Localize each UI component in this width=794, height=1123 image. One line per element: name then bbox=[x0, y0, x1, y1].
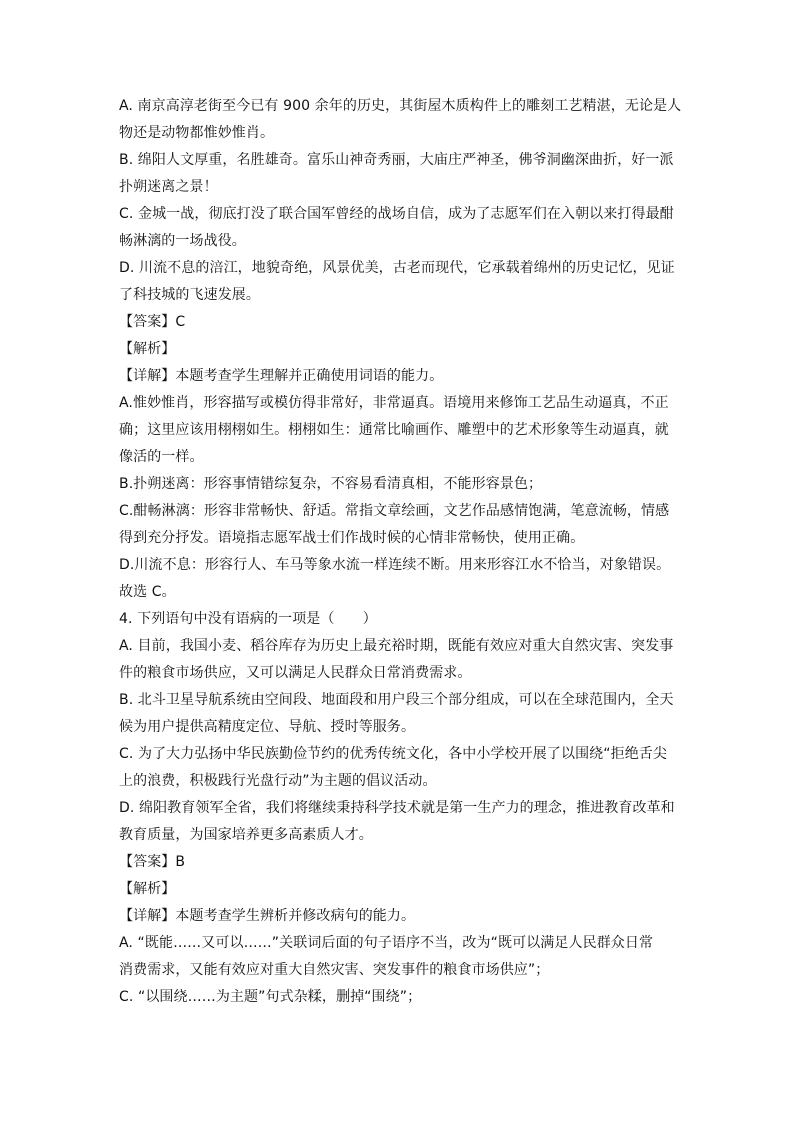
text-line: 【答案】B bbox=[119, 854, 186, 870]
text-line: 【解析】 bbox=[119, 341, 176, 357]
text-line: 故选 C。 bbox=[119, 584, 176, 600]
text-line: 畅淋漓的一场战役。 bbox=[119, 233, 246, 249]
text-line: B.扑朔迷离：形容事情错综复杂，不容易看清真相，不能形容景色； bbox=[119, 476, 543, 492]
text-line: 教育质量，为国家培养更多高素质人才。 bbox=[119, 827, 373, 843]
text-line: C.酣畅淋漓：形容非常畅快、舒适。常指文章绘画，文艺作品感情饱满，笔意流畅，情感 bbox=[119, 503, 670, 519]
text-line: A. “既能……又可以……”关联词后面的句子语序不当，改为“既可以满足人民群众日常 bbox=[119, 935, 654, 951]
text-line: A. 目前，我国小麦、稻谷库存为历史上最充裕时期，既能有效应对重大自然灾害、突发事 bbox=[119, 638, 674, 654]
text-line: 物还是动物都惟妙惟肖。 bbox=[119, 125, 275, 141]
text-line: D. 绵阳教育领军全省，我们将继续秉持科学技术就是第一生产力的理念，推进教育改革和 bbox=[119, 800, 675, 816]
text-line: 【答案】C bbox=[119, 314, 186, 330]
text-line: 【详解】本题考查学生辨析并修改病句的能力。 bbox=[119, 908, 416, 924]
text-line: 得到充分抒发。语境指志愿军战士们作战时候的心情非常畅快，使用正确。 bbox=[119, 530, 585, 546]
text-line: C. 金城一战，彻底打没了联合国军曾经的战场自信，成为了志愿军们在入朝以来打得最酣 bbox=[119, 206, 674, 222]
text-line: 【详解】本题考查学生理解并正确使用词语的能力。 bbox=[119, 368, 444, 384]
text-line: 像活的一样。 bbox=[119, 449, 204, 465]
document-body bbox=[119, 93, 682, 1011]
text-line: 件的粮食市场供应，又可以满足人民群众日常消费需求。 bbox=[119, 665, 472, 681]
text-line: 上的浪费，积极践行光盘行动”为主题的倡议活动。 bbox=[119, 773, 437, 789]
text-line: 消费需求，又能有效应对重大自然灾害、突发事件的粮食市场供应”； bbox=[119, 962, 550, 978]
text-line: C. “以围绕……为主题”句式杂糅，删掉“围绕”； bbox=[119, 989, 422, 1005]
text-line: 了科技城的飞速发展。 bbox=[119, 287, 260, 303]
text-line: C. 为了大力弘扬中华民族勤俭节约的优秀传统文化，各中小学校开展了以围绕“拒绝舌尖 bbox=[119, 746, 668, 762]
text-line: 【解析】 bbox=[119, 881, 176, 897]
text-line: B. 北斗卫星导航系统由空间段、地面段和用户段三个部分组成，可以在全球范围内，全天 bbox=[119, 692, 674, 708]
text-line: 扑朔迷离之景！ bbox=[119, 179, 218, 195]
text-line: A.惟妙惟肖，形容描写或模仿得非常好，非常逼真。语境用来修饰工艺品生动逼真，不正 bbox=[119, 395, 669, 411]
text-line: 4. 下列语句中没有语病的一项是（ ） bbox=[119, 611, 377, 627]
text-line: 候为用户提供高精度定位、导航、授时等服务。 bbox=[119, 719, 416, 735]
text-line: D. 川流不息的涪江，地貌奇绝，风景优美，古老而现代，它承载着绵州的历史记忆，见证 bbox=[119, 260, 675, 276]
text-line: B. 绵阳人文厚重，名胜雄奇。富乐山神奇秀丽，大庙庄严神圣，佛爷洞幽深曲折，好一派 bbox=[119, 152, 674, 168]
text-line: 确；这里应该用栩栩如生。栩栩如生：通常比喻画作、雕塑中的艺术形象等生动逼真，就 bbox=[119, 422, 669, 438]
text-line: A. 南京高淳老街至今已有 900 余年的历史，其街屋木质构件上的雕刻工艺精湛，无论是人 bbox=[119, 98, 682, 114]
text-line: D.川流不息：形容行人、车马等象水流一样连续不断。用来形容江水不恰当，对象错误。 bbox=[119, 557, 671, 573]
